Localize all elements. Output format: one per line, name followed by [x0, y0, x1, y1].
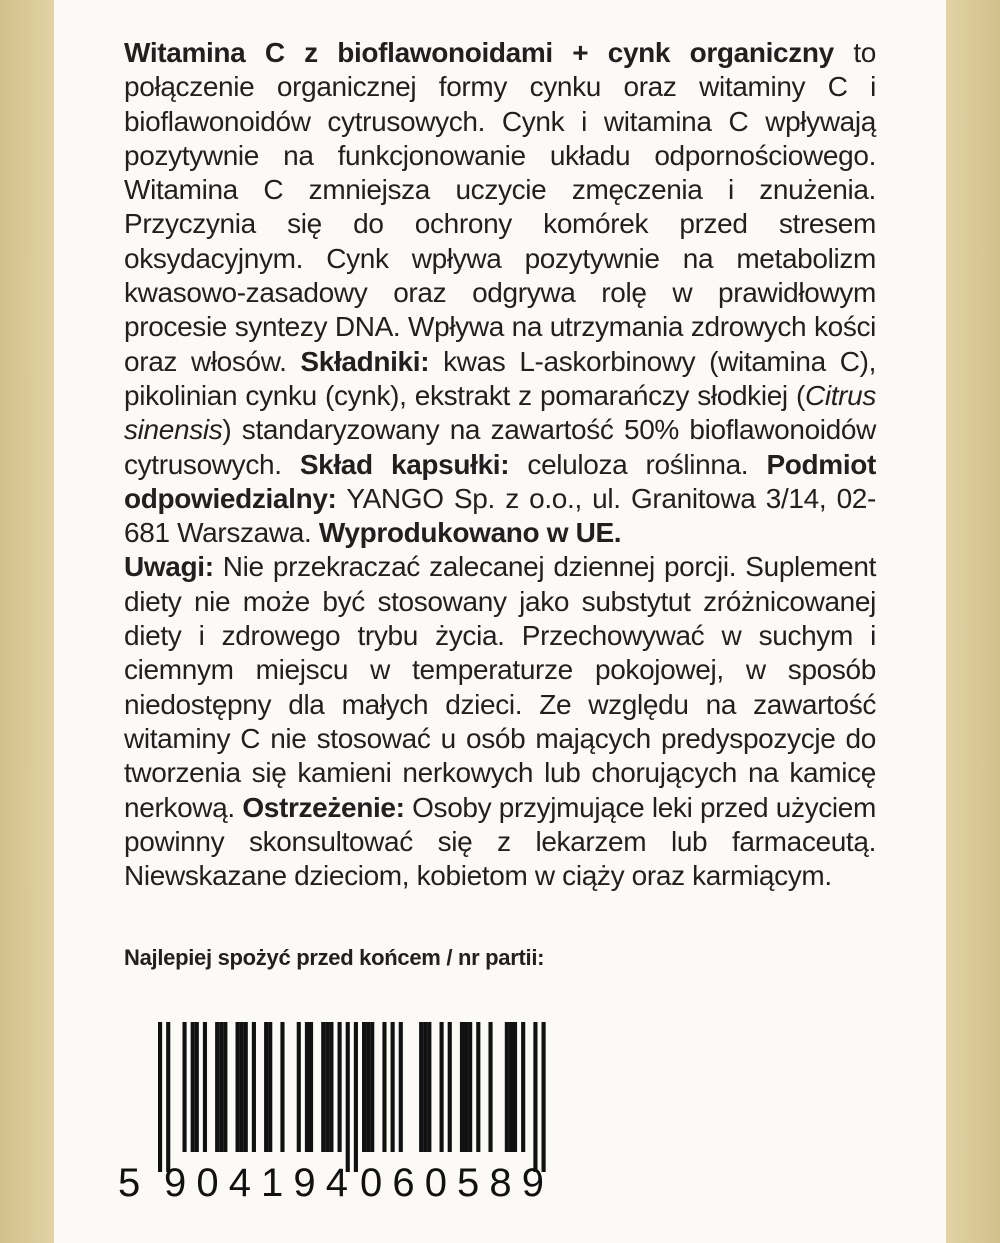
barcode-bar [309, 1022, 313, 1152]
warning-text: Osoby przyjmujące leki przed użyciem powinny skonsultować się z lekarzem lub farmaceutą. Niewskazane dzieciom, kobietom w ciąży oraz karmiącym. [124, 791, 876, 892]
barcode-bar [468, 1022, 472, 1152]
barcode-bar [505, 1022, 509, 1152]
right-gold-stripe [946, 0, 1000, 1243]
capsule-label: Skład kapsułki: [299, 448, 510, 480]
barcode-bar [521, 1022, 525, 1152]
barcode-bar [252, 1022, 256, 1152]
barcode-guard-bar [542, 1022, 546, 1172]
barcode-bar [338, 1022, 342, 1152]
barcode-bar [391, 1022, 395, 1152]
barcode-guard-bar [354, 1022, 358, 1172]
barcode-bar [305, 1022, 309, 1152]
barcode-bar [448, 1022, 452, 1152]
responsible-text: YANGO Sp. z o.o., ul. Granitowa 3/14, 02-681 Warszawa. [124, 482, 876, 549]
barcode-bar [215, 1022, 219, 1152]
barcode-bar [264, 1022, 268, 1152]
barcode-bar [382, 1022, 386, 1152]
barcode-bar [329, 1022, 333, 1152]
barcode-bar [240, 1022, 244, 1152]
barcode-left-group: 904194 [164, 1161, 348, 1205]
barcode-bar [182, 1022, 186, 1152]
product-description [124, 36, 876, 893]
barcode-bar [460, 1022, 464, 1152]
barcode-first-digit: 5 [118, 1161, 141, 1205]
barcode-bar [362, 1022, 366, 1152]
intro-text: to połączenie organicznej formy cynku oraz witaminy C i bioflawonoidów cytrusowych. Cynk i witamina C wpływają pozytywnie na funkcjonowanie układu odpornościowego. Witamina C zmniejsza uczycie zmęczenia i znużenia. Przyczynia się do ochrony komórek przed stresem oksydacyjnym. Cynk wpływa pozytywnie na metabolizm kwasowo-zasadowy oraz odgrywa rolę w prawidłowym procesie syntezy DNA. Wpływa na utrzymania zdrowych kości oraz włosów. [124, 37, 876, 377]
barcode-bar [203, 1022, 207, 1152]
barcode-bar [399, 1022, 403, 1152]
barcode-bar [321, 1022, 325, 1152]
barcode-bar [195, 1022, 199, 1152]
barcode-bar [325, 1022, 329, 1152]
ingredients-text: kwas L-askorbinowy (witamina C), pikolinian cynku (cynk), ekstrakt z pomarańczy słodkiej ( [124, 345, 876, 411]
capsule-text: celuloza roślinna. [509, 448, 767, 480]
barcode-guard-bar [346, 1022, 350, 1172]
left-gold-stripe [0, 0, 54, 1243]
notes-text: Nie przekraczać zalecanej dziennej porcji. Suplement diety nie może być stosowany jako substytut zróżnicowanej diety i zdrowego trybu życia. Przechowywać w suchym i ciemnym miejscu w temperaturze pokojowej, w sposób niedostępny dla małych dzieci. Ze względu na zawartość witaminy C nie stosować u osób mających predyspozycje do tworzenia się kamieni nerkowych lub chorujących na kamicę nerkową. [124, 551, 876, 823]
barcode-bar [223, 1022, 227, 1152]
barcode-bar [423, 1022, 427, 1152]
barcode-bar [236, 1022, 240, 1152]
barcode-graphic [118, 1018, 588, 1208]
barcode-guard-bar [166, 1022, 170, 1172]
barcode-right-group: 060589 [360, 1161, 544, 1205]
barcode-bar [244, 1022, 248, 1152]
made-in-text: Wyprodukowano w UE. [318, 517, 622, 549]
barcode-bar [419, 1022, 423, 1152]
ingredients-latin-name: Citrus sinensis [124, 379, 876, 446]
barcode-guard-bar [158, 1022, 162, 1172]
barcode-bar [280, 1022, 284, 1152]
barcode-digits [118, 1161, 544, 1205]
barcode-bar [370, 1022, 374, 1152]
barcode-bar [440, 1022, 444, 1152]
barcode-bar [219, 1022, 223, 1152]
barcode-bar [488, 1022, 492, 1152]
ingredients-text-continued: ) standaryzowany na zawartość 50% bioflawonoidów cytrusowych. [124, 414, 876, 480]
barcode-bar [366, 1022, 370, 1152]
product-title: Witamina C z bioflawonoidami + cynk organiczny [124, 37, 834, 68]
barcode-bar [427, 1022, 431, 1152]
barcode-bar [297, 1022, 301, 1152]
barcode-bar [476, 1022, 480, 1152]
barcode-bar [513, 1022, 517, 1152]
warning-label: Ostrzeżenie: [242, 791, 405, 823]
barcode-bar [509, 1022, 513, 1152]
ean-barcode [118, 1018, 588, 1208]
ingredients-label: Składniki: [300, 345, 430, 377]
barcode-bar [268, 1022, 272, 1152]
notes-label: Uwagi: [124, 551, 214, 583]
barcode-bar [464, 1022, 468, 1152]
barcode-bar [191, 1022, 195, 1152]
barcode-guard-bar [533, 1022, 537, 1172]
barcode-bars [158, 1022, 546, 1172]
best-before-label: Najlepiej spożyć przed końcem / nr partii: [124, 945, 545, 970]
responsible-label: Podmiot odpowiedzialny: [124, 448, 876, 514]
